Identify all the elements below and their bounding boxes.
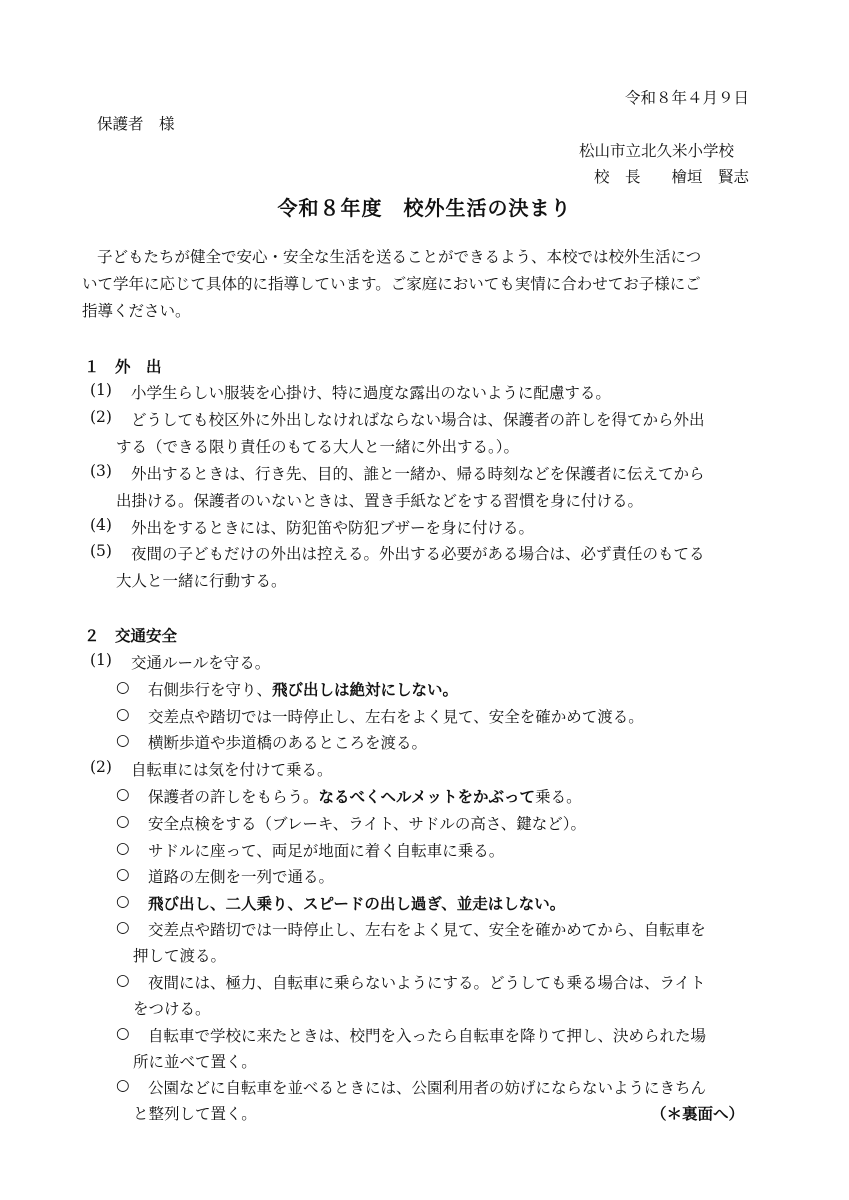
section-2-heading: ２ 交通安全: [84, 627, 178, 645]
item-text: どうしても校区外に外出しなければならない場合は、保護者の許しを得てから外出: [131, 411, 705, 429]
item-text-cont: する（できる限り責任のもてる大人と一緒に外出する。）。: [116, 438, 520, 456]
document-date: 令和８年４月９日: [624, 89, 749, 107]
bullet-circle: ○: [116, 865, 130, 883]
bullet-circle: ○: [116, 971, 130, 989]
item-number: (2): [90, 408, 112, 426]
bullet-text: 交差点や踏切では一時停止し、左右をよく見て、安全を確かめてから、自転車を: [148, 921, 706, 939]
bullet-text-bold: 飛び出し、二人乗り、スピードの出し過ぎ、並走はしない。: [148, 895, 566, 913]
section-1-heading: １ 外 出: [84, 358, 162, 376]
item-text-cont: 出掛ける。保護者のいないときは、置き手紙などをする習慣を身に付ける。: [116, 492, 644, 510]
intro-line-2: いて学年に応じて具体的に指導しています。ご家庭においても実情に合わせてお子様にご: [82, 275, 701, 293]
bullet-text: 公園などに自転車を並べるときには、公園利用者の妨げにならないようにきちん: [148, 1079, 707, 1097]
bullet-circle: ○: [116, 918, 130, 936]
bullet-circle: ○: [116, 785, 130, 803]
recipient: 保護者 様: [97, 115, 175, 133]
item-text: 小学生らしい服装を心掛け、特に過度な露出のないように配慮する。: [131, 384, 611, 402]
bullet-text: 道路の左側を一列で通る。: [148, 868, 335, 886]
document-title: 令和８年度 校外生活の決まり: [277, 196, 572, 220]
item-text-cont: 大人と一緒に行動する。: [116, 572, 287, 590]
item-number: (4): [90, 516, 112, 534]
item-number: (1): [90, 651, 112, 669]
intro-line-3: 指導ください。: [82, 302, 191, 320]
bullet-text-cont: 所に並べて置く。: [133, 1053, 257, 1071]
item-text: 交通ルールを守る。: [131, 654, 271, 672]
principal-name: 校 長 檜垣 賢志: [593, 168, 749, 186]
item-number: (2): [90, 758, 112, 776]
item-number: (5): [90, 542, 112, 560]
item-text: 夜間の子どもだけの外出は控える。外出する必要がある場合は、必ず責任のもてる: [131, 545, 705, 563]
bullet-text: 保護者の許しをもらう。なるべくヘルメットをかぶって乗る。: [148, 788, 582, 806]
bullet-text-cont: をつける。: [133, 1000, 211, 1018]
bullet-circle: ○: [116, 705, 130, 723]
bullet-circle: ○: [116, 1076, 130, 1094]
bullet-text-cont: 押して渡る。: [133, 947, 227, 965]
bullet-text: 自転車で学校に来たときは、校門を入ったら自転車を降りて押し、決められた場: [148, 1027, 707, 1045]
bullet-circle: ○: [116, 812, 130, 830]
item-text: 外出するときは、行き先、目的、誰と一緒か、帰る時刻などを保護者に伝えてから: [131, 465, 705, 483]
bullet-text: 横断歩道や歩道橋のあるところを渡る。: [148, 734, 428, 752]
bullet-text: 右側歩行を守り、飛び出しは絶対にしない。: [148, 681, 459, 699]
school-name: 松山市立北久米小学校: [578, 142, 734, 160]
bullet-circle: ○: [116, 839, 130, 857]
bullet-text: 交差点や踏切では一時停止し、左右をよく見て、安全を確かめて渡る。: [148, 708, 644, 726]
item-text: 外出をするときには、防犯笛や防犯ブザーを身に付ける。: [131, 519, 535, 537]
intro-line-1: 子どもたちが健全で安心・安全な生活を送ることができるよう、本校では校外生活につ: [97, 248, 702, 266]
continued-note: （＊裏面へ）: [650, 1105, 744, 1123]
bullet-text: サドルに座って、両足が地面に着く自転車に乗る。: [148, 842, 505, 860]
bullet-circle: ○: [116, 731, 130, 749]
bullet-circle: ○: [116, 892, 130, 910]
bullet-text-cont: と整列して置く。: [133, 1105, 257, 1123]
item-number: (1): [90, 381, 112, 399]
item-number: (3): [90, 462, 112, 480]
bullet-circle: ○: [116, 1024, 130, 1042]
bullet-text: 安全点検をする（ブレーキ、ライト、サドルの高さ、鍵など）。: [148, 815, 587, 833]
bullet-circle: ○: [116, 678, 130, 696]
item-text: 自転車には気を付けて乗る。: [131, 761, 333, 779]
bullet-text: 夜間には、極力、自転車に乗らないようにする。どうしても乗る場合は、ライト: [148, 974, 706, 992]
